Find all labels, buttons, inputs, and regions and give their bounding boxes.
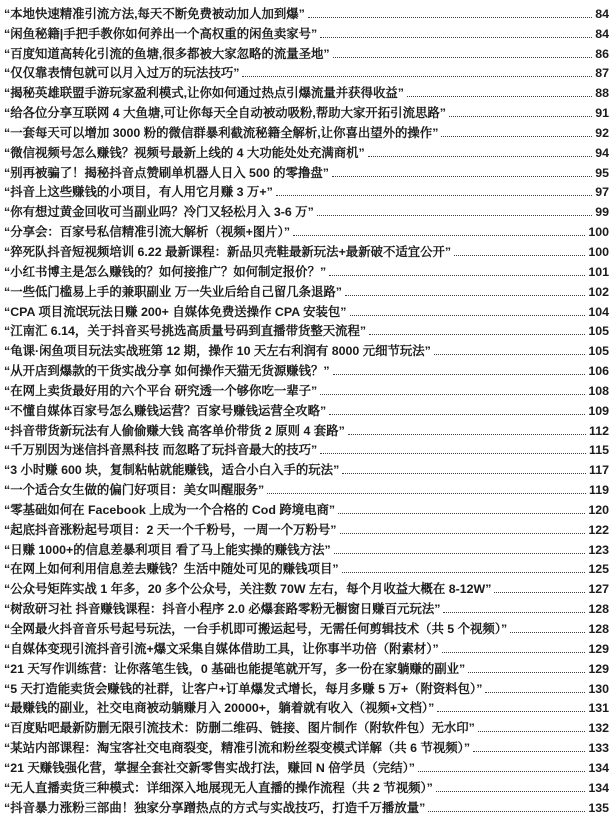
toc-entry[interactable] xyxy=(4,359,609,379)
dot-leader xyxy=(350,315,586,316)
dot-leader xyxy=(308,17,592,18)
toc-entry[interactable] xyxy=(4,339,609,359)
dot-leader xyxy=(267,493,586,494)
toc-entry[interactable] xyxy=(4,42,609,62)
toc-entry-page-number: 122 xyxy=(588,522,609,537)
toc-entry-page-number: 131 xyxy=(588,701,609,716)
toc-entry[interactable] xyxy=(4,161,609,181)
toc-entry[interactable] xyxy=(4,558,609,578)
toc-entry-title: “龟课·闲鱼项目玩法实战班第 12 期，操作 10 天左右利润有 8000 元细节玩法” xyxy=(4,344,431,359)
dot-leader xyxy=(368,156,592,157)
toc-entry[interactable] xyxy=(4,320,609,340)
toc-entry[interactable] xyxy=(4,697,609,717)
dot-leader xyxy=(342,473,586,474)
toc-entry[interactable] xyxy=(4,280,609,300)
toc-entry[interactable] xyxy=(4,736,609,756)
toc-entry[interactable] xyxy=(4,518,609,538)
toc-entry-title: “一些低门槛易上手的兼职副业 万一失业后给自己留几条退路” xyxy=(4,284,342,299)
toc-entry-page-number: 117 xyxy=(589,463,609,478)
toc-entry[interactable] xyxy=(4,22,609,42)
toc-entry-page-number: 129 xyxy=(588,661,609,676)
dot-leader xyxy=(441,136,592,137)
toc-entry-title: “全网最火抖音音乐号起号玩法，一台手机即可搬运起号，无需任何剪辑技术（共 5 个视频）” xyxy=(4,622,508,636)
toc-entry-page-number: 115 xyxy=(589,443,609,458)
dot-leader xyxy=(333,374,586,375)
toc-entry-page-number: 105 xyxy=(588,344,609,359)
dot-leader xyxy=(333,57,593,58)
dot-leader xyxy=(510,632,585,633)
dot-leader xyxy=(369,334,585,335)
toc-entry-page-number: 92 xyxy=(595,125,609,140)
dot-leader xyxy=(340,533,586,534)
toc-entry-title: “百度知道高转化引流的鱼塘,很多都被大家忽略的流量圣地” xyxy=(4,46,330,61)
toc-entry-title: “揭秘英雄联盟手游玩家盈利模式,让你如何通过热点引爆流量并获得收益” xyxy=(4,86,404,101)
toc-entry[interactable] xyxy=(4,796,609,814)
toc-entry-page-number: 102 xyxy=(588,284,609,299)
toc-entry-title: “小红书博主是怎么赚钱的？如何接推广？如何制定报价？” xyxy=(4,264,327,279)
dot-leader xyxy=(320,394,585,395)
dot-leader xyxy=(442,652,586,653)
toc-entry-page-number: 129 xyxy=(588,641,609,656)
toc-entry-title: “千万别因为迷信抖音黑科技 而忽略了玩抖音最大的技巧” xyxy=(4,443,318,458)
toc-entry[interactable] xyxy=(4,260,609,280)
toc-entry[interactable] xyxy=(4,538,609,558)
toc-entry-page-number: 94 xyxy=(595,145,609,160)
toc-entry-title: “从开店到爆款的干货实战分享 如何操作天猫无货源赚钱？” xyxy=(4,364,330,379)
toc-entry-title: “日赚 1000+的信息差暴利项目 看了马上能实操的赚钱方法” xyxy=(4,542,331,557)
dot-leader xyxy=(329,414,585,415)
toc-entry-title: “闲鱼秘籍|手把手教你如何养出一个高权重的闲鱼卖家号” xyxy=(4,26,318,41)
toc-entry[interactable] xyxy=(4,617,609,637)
dot-leader xyxy=(418,771,585,772)
toc-entry-page-number: 101 xyxy=(588,264,609,279)
toc-entry-title: “一个适合女生做的偏门好项目：美女叫醒服务” xyxy=(4,483,265,498)
toc-entry-title: “微信视频号怎么赚钱？视频号最新上线的 4 大功能处处充满商机” xyxy=(4,145,365,160)
toc-entry-title: “一套每天可以增加 3000 粉的微信群暴利截流秘籍全解析,让你喜出望外的操作” xyxy=(4,125,439,140)
dot-leader xyxy=(436,791,585,792)
dot-leader xyxy=(242,76,592,77)
toc-entry-page-number: 84 xyxy=(595,26,609,41)
toc-entry-title: “别再被骗了！揭秘抖音点赞刷单机器人日入 500 的零撸盘” xyxy=(4,165,329,180)
toc-entry-page-number: 84 xyxy=(595,6,609,21)
toc-entry[interactable] xyxy=(4,716,609,736)
dot-leader xyxy=(473,751,585,752)
toc-entry-page-number: 119 xyxy=(589,483,609,498)
toc-entry-title: “分享会：百家号私信精准引流大解析（视频+图片）” xyxy=(4,225,291,240)
toc-entry-page-number: 123 xyxy=(588,542,609,557)
toc-entry-page-number: 112 xyxy=(589,423,609,438)
toc-entry-page-number: 104 xyxy=(588,304,609,319)
toc-entry-title: “你有想过黄金回收可当副业吗？冷门又轻松月入 3-6 万” xyxy=(4,205,314,220)
toc-entry-title: “自媒体变现引流抖音引流+爆文采集自媒体借助工具，让你事半功倍（附素材）” xyxy=(4,641,439,656)
toc-entry-title: “猝死队抖音短视频培训 6.22 最新课程：新品贝壳鞋最新玩法+最新破不适宜公开” xyxy=(4,244,452,259)
toc-entry-title: “不懂自媒体百家号怎么赚钱运营？百家号赚钱运营全攻略” xyxy=(4,403,327,418)
toc-entry[interactable] xyxy=(4,2,609,22)
toc-entry[interactable] xyxy=(4,121,609,141)
toc-entry-title: “在网上卖货最好用的六个平台 研究透一个够你吃一辈子” xyxy=(4,383,318,398)
dot-leader xyxy=(468,672,585,673)
toc-entry-page-number: 127 xyxy=(588,582,609,597)
dot-leader xyxy=(276,195,592,196)
dot-leader xyxy=(449,116,592,117)
toc-entry-page-number: 105 xyxy=(588,324,609,339)
toc-entry[interactable] xyxy=(4,637,609,657)
toc-entry-title: “仅仅靠表情包就可以月入过万的玩法技巧” xyxy=(4,66,240,81)
toc-entry-title: “最赚钱的副业，社交电商被动躺赚月入 20000+，躺着就有收入（视频+文档）” xyxy=(4,701,435,716)
toc-entry-page-number: 135 xyxy=(588,800,609,814)
toc-entry[interactable] xyxy=(4,300,609,320)
toc-entry-title: “百度贴吧最新防删无限引流技术：防删二维码、链接、图片制作（附软件包）无水印” xyxy=(4,721,475,736)
toc-entry[interactable] xyxy=(4,677,609,697)
dot-leader xyxy=(434,354,585,355)
dot-leader xyxy=(454,255,585,256)
toc-entry[interactable] xyxy=(4,597,609,617)
toc-entry-title: “某站内部课程：淘宝客社交电商裂变，精准引流和粉丝裂变模式详解（共 6 节视频）” xyxy=(4,741,471,756)
toc-entry[interactable] xyxy=(4,101,609,121)
toc-entry[interactable] xyxy=(4,577,609,597)
toc-entry[interactable] xyxy=(4,240,609,260)
toc-entry-title: “抖音上这些赚钱的小项目，有人用它月赚 3 万+” xyxy=(4,185,273,200)
toc-entry[interactable] xyxy=(4,478,609,498)
toc-entry-page-number: 133 xyxy=(588,741,609,756)
toc-entry[interactable] xyxy=(4,399,609,419)
dot-leader xyxy=(428,811,585,812)
dot-leader xyxy=(494,592,585,593)
toc-entry-title: “21 天赚钱强化营，掌握全套社交新零售实战打法，赚回 N 倍学员（完结）” xyxy=(4,760,415,775)
toc-entry-page-number: 134 xyxy=(588,780,609,795)
toc-entry-page-number: 109 xyxy=(588,403,609,418)
toc-entry[interactable] xyxy=(4,657,609,677)
dot-leader xyxy=(407,96,592,97)
dot-leader xyxy=(437,711,585,712)
toc-entry[interactable] xyxy=(4,141,609,161)
toc-entry-title: “树敌研习社 抖音赚钱课程：抖音小程序 2.0 必爆套路零粉无橱窗日赚百元玩法” xyxy=(4,602,441,617)
toc-entry-page-number: 99 xyxy=(595,205,609,220)
toc-entry[interactable] xyxy=(4,458,609,478)
toc-entry-page-number: 120 xyxy=(588,502,609,517)
toc-entry-page-number: 130 xyxy=(588,681,609,696)
dot-leader xyxy=(485,692,585,693)
toc-entry-page-number: 87 xyxy=(595,66,609,81)
toc-entry-page-number: 97 xyxy=(595,185,609,200)
toc-entry-page-number: 128 xyxy=(588,622,609,636)
toc-entry-title: “零基础如何在 Facebook 上成为一个合格的 Cod 跨境电商” xyxy=(4,502,336,517)
toc-entry-title: “给各位分享互联网 4 大鱼塘,可让你每天全自动被动吸粉,帮助大家开拓引流思路” xyxy=(4,106,446,121)
dot-leader xyxy=(334,553,586,554)
toc-entry-page-number: 100 xyxy=(588,244,609,259)
toc-entry[interactable] xyxy=(4,419,609,439)
toc-entry[interactable] xyxy=(4,181,609,201)
dot-leader xyxy=(332,176,592,177)
dot-leader xyxy=(329,275,585,276)
toc-entry-page-number: 95 xyxy=(595,165,609,180)
toc-entry[interactable] xyxy=(4,439,609,459)
toc-entry-page-number: 86 xyxy=(595,46,609,61)
dot-leader xyxy=(443,612,585,613)
dot-leader xyxy=(320,453,586,454)
toc-entry[interactable] xyxy=(4,776,609,796)
toc-entry[interactable] xyxy=(4,220,609,240)
toc-entry-title: “起底抖音涨粉起号项目：2 天一个千粉号，一周一个万粉号” xyxy=(4,522,337,537)
toc-entry-page-number: 132 xyxy=(588,721,609,736)
toc-entry-title: “抖音暴力涨粉三部曲！独家分享蹭热点的方式与实战技巧，打造千万播放量” xyxy=(4,800,426,814)
toc-entry-title: “21 天写作训练营：让你落笔生钱，0 基础也能提笔就开写，多一份在家躺赚的副业” xyxy=(4,661,466,676)
toc-entry-page-number: 108 xyxy=(588,383,609,398)
toc-entry-title: “江南汇 6.14，关于抖音买号挑选高质量号码到直播带货整天流程” xyxy=(4,324,367,339)
dot-leader xyxy=(320,37,592,38)
toc-entry-title: “CPA 项目流氓玩法日赚 200+ 自媒体免费送操作 CPA 安装包” xyxy=(4,304,347,319)
toc-entry-page-number: 88 xyxy=(595,86,609,101)
toc-entry-page-number: 125 xyxy=(588,562,609,577)
toc-entry[interactable] xyxy=(4,498,609,518)
toc-entry-title: “3 小时赚 600 块，复制粘帖就能赚钱，适合小白入手的玩法” xyxy=(4,463,340,478)
dot-leader xyxy=(348,434,586,435)
toc-entry[interactable] xyxy=(4,756,609,776)
toc-entry-page-number: 106 xyxy=(588,364,609,379)
toc-entry-page-number: 128 xyxy=(588,602,609,617)
dot-leader xyxy=(345,295,585,296)
toc-entry-title: “抖音带货新玩法有人偷偷赚大钱 高客单价带货 2 原则 4 套路” xyxy=(4,423,345,438)
toc-entry-page-number: 100 xyxy=(588,225,609,240)
dot-leader xyxy=(293,235,585,236)
toc-entry-title: “5 天打造能卖货会赚钱的社群，让客户+订单爆发式增长，每月多赚 5 万+（附资料包）” xyxy=(4,681,483,696)
toc-entry-page-number: 134 xyxy=(588,760,609,775)
dot-leader xyxy=(342,572,586,573)
toc-entry-title: “无人直播卖货三种模式：详细深入地展现无人直播的操作流程（共 2 节视频）” xyxy=(4,780,433,795)
toc-entry-title: “在网上如何利用信息差去赚钱？生活中随处可见的赚钱项目” xyxy=(4,562,339,577)
toc-entry[interactable] xyxy=(4,200,609,220)
dot-leader xyxy=(317,215,592,216)
toc-entry-title: “本地快速精准引流方法,每天不断免费被动加人加到爆” xyxy=(4,6,305,21)
toc-list xyxy=(4,2,609,814)
toc-entry[interactable] xyxy=(4,81,609,101)
dot-leader xyxy=(478,731,585,732)
toc-entry[interactable] xyxy=(4,379,609,399)
toc-entry[interactable] xyxy=(4,62,609,82)
dot-leader xyxy=(338,513,585,514)
toc-entry-page-number: 91 xyxy=(595,106,609,121)
toc-entry-title: “公众号矩阵实战 1 年多，20 多个公众号，关注数 70W 左右，每个月收益大概在 8-12W” xyxy=(4,582,492,597)
